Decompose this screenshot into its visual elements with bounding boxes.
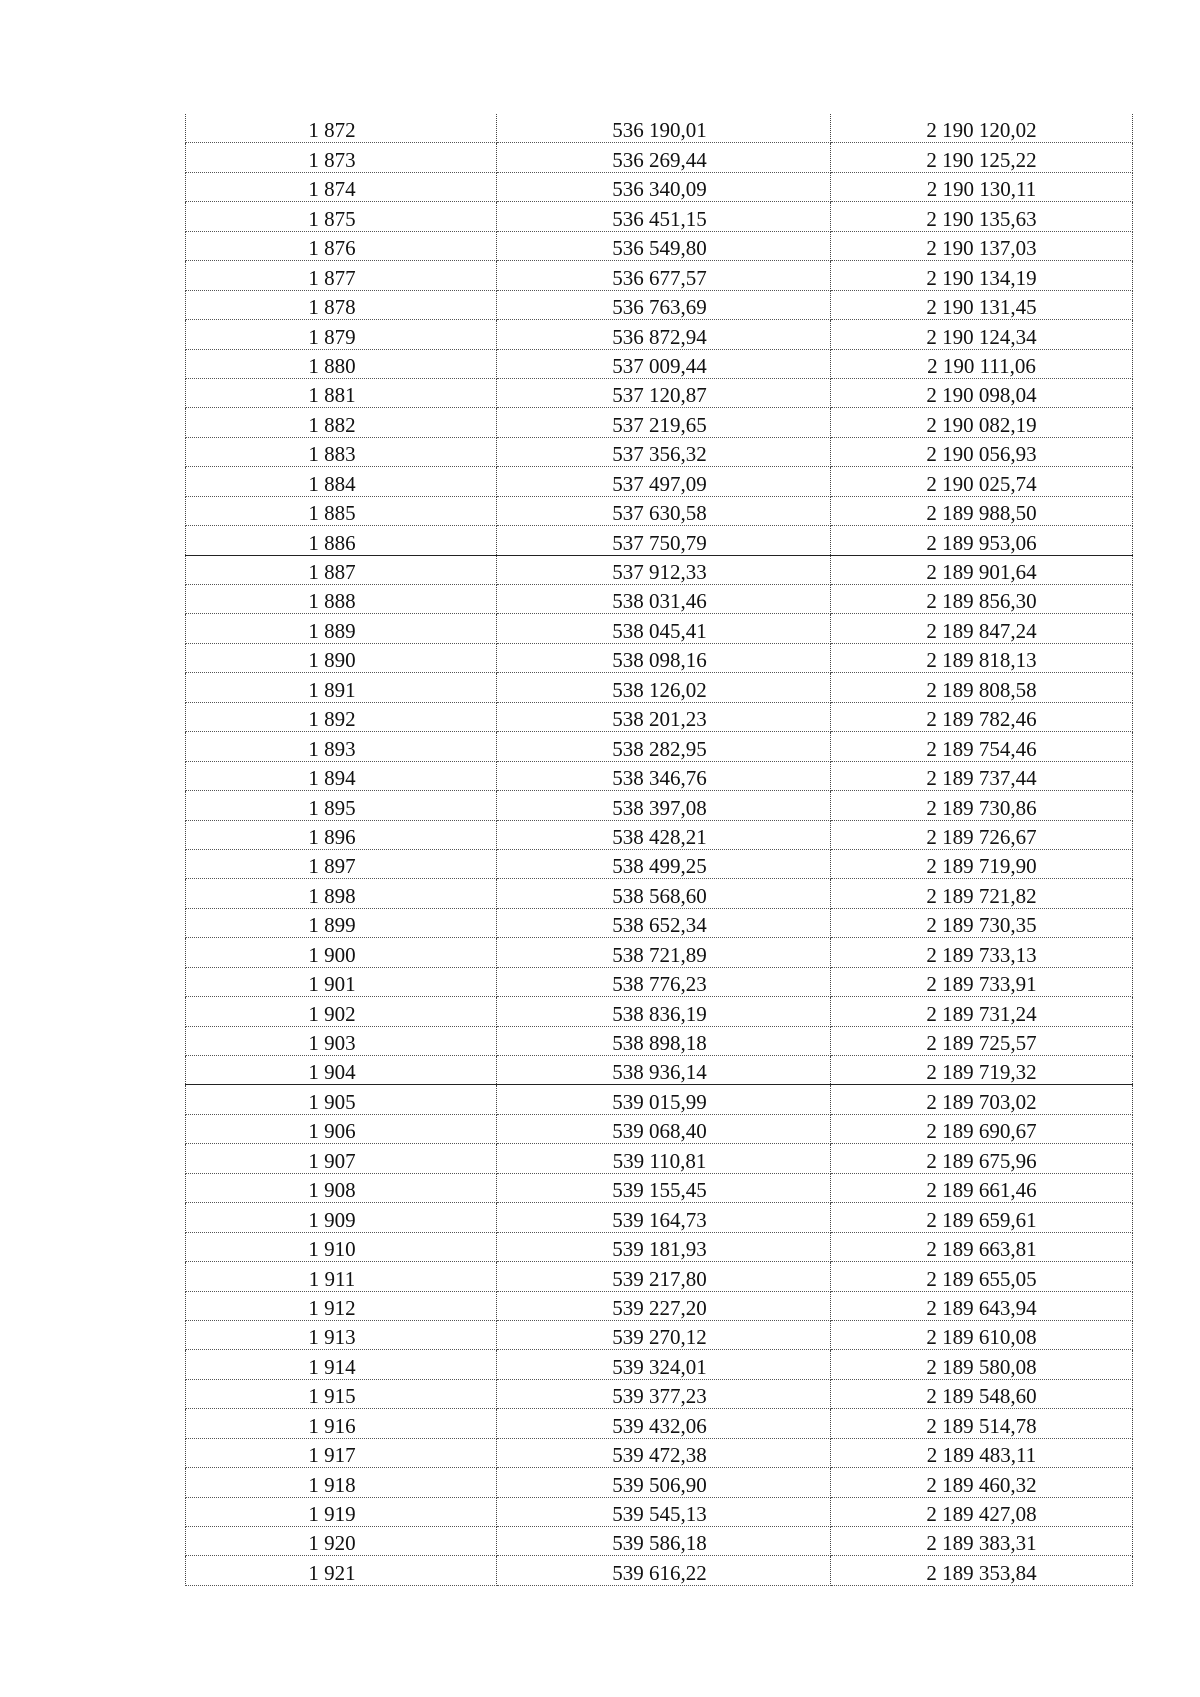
- x-coordinate-cell: 539 155,45: [497, 1173, 831, 1202]
- table-row: [186, 938, 1133, 967]
- x-coordinate-cell: 536 190,01: [497, 114, 831, 143]
- point-number-cell: 1 916: [186, 1409, 497, 1438]
- y-coordinate-cell: 2 189 988,50: [831, 496, 1133, 525]
- x-coordinate-cell: 537 009,44: [497, 349, 831, 378]
- point-number-cell: 1 884: [186, 467, 497, 496]
- y-coordinate-cell: 2 189 663,81: [831, 1232, 1133, 1261]
- point-number-cell: 1 899: [186, 908, 497, 937]
- point-number-cell: 1 903: [186, 1026, 497, 1055]
- x-coordinate-cell: 536 763,69: [497, 290, 831, 319]
- table-row: [186, 202, 1133, 231]
- point-number-cell: 1 886: [186, 526, 497, 555]
- table-row: [186, 1291, 1133, 1320]
- table-row: [186, 879, 1133, 908]
- point-number-cell: 1 917: [186, 1438, 497, 1467]
- table-row: [186, 997, 1133, 1026]
- point-number-cell: 1 914: [186, 1350, 497, 1379]
- y-coordinate-cell: 2 189 730,86: [831, 791, 1133, 820]
- y-coordinate-cell: 2 190 120,02: [831, 114, 1133, 143]
- table-row: [186, 114, 1133, 143]
- y-coordinate-cell: 2 189 719,90: [831, 849, 1133, 878]
- point-number-cell: 1 896: [186, 820, 497, 849]
- point-number-cell: 1 920: [186, 1527, 497, 1556]
- y-coordinate-cell: 2 189 703,02: [831, 1085, 1133, 1114]
- point-number-cell: 1 874: [186, 172, 497, 201]
- x-coordinate-cell: 539 377,23: [497, 1379, 831, 1408]
- table-row: [186, 231, 1133, 260]
- table-row: [186, 1085, 1133, 1114]
- x-coordinate-cell: 538 721,89: [497, 938, 831, 967]
- table-row: [186, 1173, 1133, 1202]
- table-row: [186, 467, 1133, 496]
- y-coordinate-cell: 2 189 808,58: [831, 673, 1133, 702]
- y-coordinate-cell: 2 189 675,96: [831, 1144, 1133, 1173]
- x-coordinate-cell: 538 126,02: [497, 673, 831, 702]
- x-coordinate-cell: 539 110,81: [497, 1144, 831, 1173]
- table-row: [186, 1026, 1133, 1055]
- x-coordinate-cell: 538 098,16: [497, 643, 831, 672]
- x-coordinate-cell: 539 586,18: [497, 1527, 831, 1556]
- table-row: [186, 702, 1133, 731]
- y-coordinate-cell: 2 189 782,46: [831, 702, 1133, 731]
- y-coordinate-cell: 2 190 135,63: [831, 202, 1133, 231]
- table-row: [186, 967, 1133, 996]
- x-coordinate-cell: 539 015,99: [497, 1085, 831, 1114]
- x-coordinate-cell: 539 270,12: [497, 1320, 831, 1349]
- y-coordinate-cell: 2 189 643,94: [831, 1291, 1133, 1320]
- x-coordinate-cell: 539 472,38: [497, 1438, 831, 1467]
- y-coordinate-cell: 2 190 098,04: [831, 378, 1133, 407]
- point-number-cell: 1 889: [186, 614, 497, 643]
- table-row: [186, 761, 1133, 790]
- x-coordinate-cell: 539 324,01: [497, 1350, 831, 1379]
- table-row: [186, 378, 1133, 407]
- y-coordinate-cell: 2 189 847,24: [831, 614, 1133, 643]
- point-number-cell: 1 905: [186, 1085, 497, 1114]
- table-row: [186, 1320, 1133, 1349]
- point-number-cell: 1 918: [186, 1468, 497, 1497]
- table-row: [186, 820, 1133, 849]
- x-coordinate-cell: 537 497,09: [497, 467, 831, 496]
- y-coordinate-cell: 2 190 137,03: [831, 231, 1133, 260]
- x-coordinate-cell: 538 836,19: [497, 997, 831, 1026]
- x-coordinate-cell: 538 428,21: [497, 820, 831, 849]
- point-number-cell: 1 891: [186, 673, 497, 702]
- point-number-cell: 1 894: [186, 761, 497, 790]
- y-coordinate-cell: 2 190 025,74: [831, 467, 1133, 496]
- x-coordinate-cell: 536 677,57: [497, 261, 831, 290]
- x-coordinate-cell: 539 217,80: [497, 1262, 831, 1291]
- y-coordinate-cell: 2 189 901,64: [831, 555, 1133, 584]
- x-coordinate-cell: 537 219,65: [497, 408, 831, 437]
- table-row: [186, 143, 1133, 172]
- y-coordinate-cell: 2 189 460,32: [831, 1468, 1133, 1497]
- x-coordinate-cell: 539 227,20: [497, 1291, 831, 1320]
- x-coordinate-cell: 539 432,06: [497, 1409, 831, 1438]
- x-coordinate-cell: 537 630,58: [497, 496, 831, 525]
- table-row: [186, 555, 1133, 584]
- x-coordinate-cell: 537 912,33: [497, 555, 831, 584]
- x-coordinate-cell: 536 451,15: [497, 202, 831, 231]
- table-row: [186, 496, 1133, 525]
- x-coordinate-cell: 539 164,73: [497, 1203, 831, 1232]
- y-coordinate-cell: 2 189 659,61: [831, 1203, 1133, 1232]
- point-number-cell: 1 906: [186, 1114, 497, 1143]
- table-row: [186, 1056, 1133, 1085]
- table-row: [186, 849, 1133, 878]
- y-coordinate-cell: 2 189 953,06: [831, 526, 1133, 555]
- point-number-cell: 1 921: [186, 1556, 497, 1585]
- coordinates-table: [185, 114, 1133, 1586]
- point-number-cell: 1 898: [186, 879, 497, 908]
- point-number-cell: 1 872: [186, 114, 497, 143]
- y-coordinate-cell: 2 189 383,31: [831, 1527, 1133, 1556]
- table-row: [186, 1203, 1133, 1232]
- table-row: [186, 1527, 1133, 1556]
- y-coordinate-cell: 2 189 690,67: [831, 1114, 1133, 1143]
- point-number-cell: 1 883: [186, 437, 497, 466]
- point-number-cell: 1 902: [186, 997, 497, 1026]
- x-coordinate-cell: 538 898,18: [497, 1026, 831, 1055]
- point-number-cell: 1 904: [186, 1056, 497, 1085]
- y-coordinate-cell: 2 190 124,34: [831, 320, 1133, 349]
- x-coordinate-cell: 539 506,90: [497, 1468, 831, 1497]
- y-coordinate-cell: 2 189 719,32: [831, 1056, 1133, 1085]
- table-row: [186, 732, 1133, 761]
- y-coordinate-cell: 2 190 056,93: [831, 437, 1133, 466]
- y-coordinate-cell: 2 190 125,22: [831, 143, 1133, 172]
- table-row: [186, 1350, 1133, 1379]
- y-coordinate-cell: 2 189 580,08: [831, 1350, 1133, 1379]
- point-number-cell: 1 878: [186, 290, 497, 319]
- table-row: [186, 349, 1133, 378]
- x-coordinate-cell: 536 549,80: [497, 231, 831, 260]
- table-row: [186, 320, 1133, 349]
- table-row: [186, 261, 1133, 290]
- y-coordinate-cell: 2 189 754,46: [831, 732, 1133, 761]
- y-coordinate-cell: 2 189 483,11: [831, 1438, 1133, 1467]
- x-coordinate-cell: 538 499,25: [497, 849, 831, 878]
- x-coordinate-cell: 538 031,46: [497, 585, 831, 614]
- table-row: [186, 1438, 1133, 1467]
- point-number-cell: 1 880: [186, 349, 497, 378]
- y-coordinate-cell: 2 189 725,57: [831, 1026, 1133, 1055]
- point-number-cell: 1 900: [186, 938, 497, 967]
- y-coordinate-cell: 2 190 134,19: [831, 261, 1133, 290]
- point-number-cell: 1 907: [186, 1144, 497, 1173]
- y-coordinate-cell: 2 189 353,84: [831, 1556, 1133, 1585]
- table-row: [186, 408, 1133, 437]
- y-coordinate-cell: 2 189 721,82: [831, 879, 1133, 908]
- y-coordinate-cell: 2 189 610,08: [831, 1320, 1133, 1349]
- x-coordinate-cell: 538 652,34: [497, 908, 831, 937]
- point-number-cell: 1 876: [186, 231, 497, 260]
- point-number-cell: 1 887: [186, 555, 497, 584]
- y-coordinate-cell: 2 189 730,35: [831, 908, 1133, 937]
- table-row: [186, 172, 1133, 201]
- x-coordinate-cell: 539 616,22: [497, 1556, 831, 1585]
- point-number-cell: 1 873: [186, 143, 497, 172]
- point-number-cell: 1 915: [186, 1379, 497, 1408]
- x-coordinate-cell: 537 750,79: [497, 526, 831, 555]
- point-number-cell: 1 879: [186, 320, 497, 349]
- point-number-cell: 1 897: [186, 849, 497, 878]
- x-coordinate-cell: 536 872,94: [497, 320, 831, 349]
- table-row: [186, 1144, 1133, 1173]
- y-coordinate-cell: 2 189 818,13: [831, 643, 1133, 672]
- table-row: [186, 1232, 1133, 1261]
- x-coordinate-cell: 538 282,95: [497, 732, 831, 761]
- table-row: [186, 1114, 1133, 1143]
- point-number-cell: 1 877: [186, 261, 497, 290]
- point-number-cell: 1 893: [186, 732, 497, 761]
- y-coordinate-cell: 2 189 661,46: [831, 1173, 1133, 1202]
- point-number-cell: 1 912: [186, 1291, 497, 1320]
- point-number-cell: 1 919: [186, 1497, 497, 1526]
- point-number-cell: 1 895: [186, 791, 497, 820]
- x-coordinate-cell: 536 340,09: [497, 172, 831, 201]
- y-coordinate-cell: 2 189 733,13: [831, 938, 1133, 967]
- x-coordinate-cell: 539 068,40: [497, 1114, 831, 1143]
- table-row: [186, 290, 1133, 319]
- y-coordinate-cell: 2 189 726,67: [831, 820, 1133, 849]
- x-coordinate-cell: 538 045,41: [497, 614, 831, 643]
- point-number-cell: 1 882: [186, 408, 497, 437]
- y-coordinate-cell: 2 190 130,11: [831, 172, 1133, 201]
- point-number-cell: 1 885: [186, 496, 497, 525]
- x-coordinate-cell: 539 545,13: [497, 1497, 831, 1526]
- point-number-cell: 1 888: [186, 585, 497, 614]
- y-coordinate-cell: 2 189 731,24: [831, 997, 1133, 1026]
- table-row: [186, 1556, 1133, 1585]
- table-row: [186, 1262, 1133, 1291]
- y-coordinate-cell: 2 189 514,78: [831, 1409, 1133, 1438]
- x-coordinate-cell: 538 776,23: [497, 967, 831, 996]
- table-row: [186, 643, 1133, 672]
- x-coordinate-cell: 539 181,93: [497, 1232, 831, 1261]
- point-number-cell: 1 909: [186, 1203, 497, 1232]
- table-row: [186, 437, 1133, 466]
- x-coordinate-cell: 537 120,87: [497, 378, 831, 407]
- table-row: [186, 673, 1133, 702]
- point-number-cell: 1 881: [186, 378, 497, 407]
- point-number-cell: 1 890: [186, 643, 497, 672]
- y-coordinate-cell: 2 190 111,06: [831, 349, 1133, 378]
- point-number-cell: 1 908: [186, 1173, 497, 1202]
- table-row: [186, 1468, 1133, 1497]
- x-coordinate-cell: 538 346,76: [497, 761, 831, 790]
- point-number-cell: 1 911: [186, 1262, 497, 1291]
- y-coordinate-cell: 2 189 856,30: [831, 585, 1133, 614]
- x-coordinate-cell: 538 397,08: [497, 791, 831, 820]
- table-row: [186, 526, 1133, 555]
- table-row: [186, 614, 1133, 643]
- x-coordinate-cell: 538 936,14: [497, 1056, 831, 1085]
- y-coordinate-cell: 2 190 082,19: [831, 408, 1133, 437]
- x-coordinate-cell: 538 568,60: [497, 879, 831, 908]
- point-number-cell: 1 913: [186, 1320, 497, 1349]
- table-row: [186, 791, 1133, 820]
- table-row: [186, 908, 1133, 937]
- y-coordinate-cell: 2 189 737,44: [831, 761, 1133, 790]
- point-number-cell: 1 910: [186, 1232, 497, 1261]
- coordinates-table-body: [186, 114, 1133, 1585]
- point-number-cell: 1 892: [186, 702, 497, 731]
- point-number-cell: 1 901: [186, 967, 497, 996]
- x-coordinate-cell: 537 356,32: [497, 437, 831, 466]
- y-coordinate-cell: 2 189 548,60: [831, 1379, 1133, 1408]
- y-coordinate-cell: 2 189 655,05: [831, 1262, 1133, 1291]
- y-coordinate-cell: 2 189 733,91: [831, 967, 1133, 996]
- table-row: [186, 585, 1133, 614]
- y-coordinate-cell: 2 189 427,08: [831, 1497, 1133, 1526]
- table-row: [186, 1409, 1133, 1438]
- table-row: [186, 1379, 1133, 1408]
- y-coordinate-cell: 2 190 131,45: [831, 290, 1133, 319]
- table-row: [186, 1497, 1133, 1526]
- point-number-cell: 1 875: [186, 202, 497, 231]
- x-coordinate-cell: 538 201,23: [497, 702, 831, 731]
- x-coordinate-cell: 536 269,44: [497, 143, 831, 172]
